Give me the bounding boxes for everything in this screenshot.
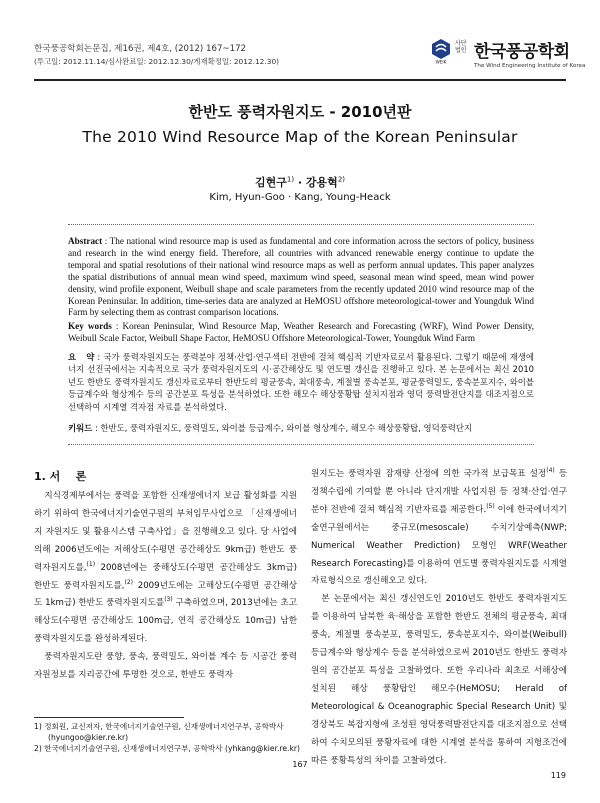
author-2-sup: 2) <box>337 175 345 184</box>
logo-name: 한국풍공학회 <box>474 42 570 62</box>
journal-info <box>34 43 279 68</box>
society-logo <box>430 36 586 69</box>
abstract <box>68 236 534 319</box>
right-paragraph-2: 본 논문에서는 최신 갱신연도인 2010년도 한반도 풍력자원지도를 이용하여 남북한 육·해상을 포함한 한반도 전체의 평균풍속, 최대풍속, 계절별 풍속분포, 풍력밀도, 풍속분포지수, 와이블(Weibull) 등급계수와 형상계수 등을 분석하였으로써 2010년도 한반도 풍력자원의 공간분포 특성을 고찰하였다. 또한 우리나라 최초로 서해상에 설치된 해상 풍황탑인 해모수(HeMOSU; Herald of Meteorological & Oceanographic Special Research Unit) 및 경상북도 복잡지형에 조성된 영덕풍력발전단지를 대조지점으로 선택하여 수치모의된 풍황자료에 대한 시계열 분석을 통하여 지형조건에 따른 풍황특성의 차이를 고찰하였다. <box>311 594 567 766</box>
body-right-column <box>311 466 567 770</box>
journal-dates: (투고일: 2012.11.14/심사완료일: 2012.12.30/게재확정일: 2012.12.30) <box>34 57 280 66</box>
authors-korean <box>0 174 600 190</box>
korean-keywords-label: 키워드 <box>68 423 93 433</box>
authors-english: Kim, Hyun-Goo · Kang, Young-Heack <box>209 192 391 203</box>
dotted-divider-bottom <box>68 444 534 445</box>
keywords-text: : Korean Peninsular, Wind Resource Map, Weather Research and Forecasting (WRF), Wind Power Density, Weibull Scale Factor, Weibull Shape Factor, HeMOSU Offshore Meteorological-Tower, Youngduk Wind Farm <box>68 321 534 343</box>
footnote-rule <box>34 717 184 718</box>
author-1-name: 김현구 <box>255 176 287 189</box>
page-number-center: 167 <box>292 760 308 769</box>
footnote-2: 2) 한국에너지기술연구원, 신재생에너지연구부, 공학박사 (yhkang@kier.re.kr) <box>34 744 300 753</box>
footnotes <box>34 721 304 754</box>
summary-label: 요 약 <box>68 352 95 362</box>
journal-citation: 한국풍공학회논문집, 제16권, 제4호, (2012) 167~172 <box>34 44 247 54</box>
footnote-1: 1) 정회원, 교신저자, 한국에너지기술연구원, 신재생에너지연구부, 공학박사(hyungoo@kier.re.kr) <box>34 722 284 742</box>
logo-english-name: The Wind Engineering Institute of Korea <box>474 63 586 69</box>
author-2-name: 강용혁 <box>305 176 338 189</box>
title-english: The 2010 Wind Resource Map of the Korean Peninsular <box>82 128 518 146</box>
author-separator: · <box>294 176 306 189</box>
left-paragraph-1: 지식경제부에서는 풍력을 포함한 신재생에너지 보급 활성화를 지원하기 위하여 한국에너지기술연구원의 부처임무사업으로 「신재생에너지 자원지도 및 활용시스템 구축사업」을 진행해오고 있다. 당 사업에 의해 2006년도에는 저해상도(수평면 공간해상도 9km급) 한반도 풍력자원지도를,$^{(1)}$ 2008년에는 중해상도(수평면 공간해상도 3km급) 한반도 풍력자원지도를,$^{(2)}$ 2009년도에는 고해상도(수평면 공간해상도 1km급) 한반도 풍력자원지도를$^{(3)}$ 구축하였으며, 2013년에는 초고해상도(수평면 공간해상도 100m급, 연직 공간해상도 10m급) 남한 풍력자원지도를 완성하게된다. <box>34 491 297 645</box>
logo-mark-text: WEIK <box>435 59 447 64</box>
korean-keywords-text: : 한반도, 풍력자원지도, 풍력밀도, 와이블 등급계수, 와이블 형상계수, 해모수 해상풍황탑, 영덕풍력단지 <box>92 423 473 433</box>
page-number-right: 119 <box>550 771 566 780</box>
abstract-label: Abstract <box>68 236 103 246</box>
weik-logo-icon <box>430 38 452 64</box>
logo-sub-label: 사단 법인 <box>455 40 467 54</box>
abstract-text: : The national wind resource map is used as fundamental and core information across the sectors of policy, business and research in the wind energy field. Therefore, all countries with advanced renewable energy continue to update the temporal and spatial resolutions of their national wind resource maps as well as perform annual updates. This paper analyzes the spatial distributions of annual mean wind speed, maximum wind speed, seasonal mean wind speed, mean wind power density, wind profile exponent, Weibull shape and scale parameters from the recently updated 2010 wind resource map of the Korean Peninsular. In addition, time-series data are analyzed at HeMOSU offshore meteorological-tower and Youngduk Wind Farm by selecting them as contrast comparison locations. <box>68 236 534 318</box>
header-rule <box>34 79 566 81</box>
left-paragraph-2: 풍력자원지도란 풍향, 풍속, 풍력밀도, 와이블 계수 등 시공간 풍력자원정보를 지리공간에 투명한 것으로, 한반도 풍력자 <box>34 652 297 681</box>
korean-keywords <box>68 422 534 434</box>
summary-text: : 국가 풍력자원지도는 풍력분야 정책·산업·연구섹터 전반에 걸쳐 핵심적 기반자료로서 활용된다. 그렇기 때문에 재생에너지 선진국에서는 지속적으로 국가 풍력자원지도의 시·공간해상도 및 연도별 갱신을 진행하고 있다. 본 논문에서는 최신 2010년도 한반도 풍력자원지도 갱신자료로부터 한반도의 평균풍속, 최대풍속, 계절별 풍속분포, 평균풍력밀도, 풍속분포지수, 와이블 등급계수와 형상계수 등의 공간분포 특성을 분석하였다. 또한 해모수 해상풍황탑 설치지점과 영덕 풍력발전단지를 대조지점으로 선택하여 시계열 격자점 자료를 분석하였다. <box>68 352 534 412</box>
keywords <box>68 321 534 345</box>
section-1-heading: 1. 서 론 <box>34 470 87 483</box>
author-1-sup: 1) <box>286 175 295 184</box>
title-korean: 한반도 풍력자원지도 - 2010년판 <box>188 103 412 121</box>
right-paragraph-1: 원지도는 풍력자원 잠재량 산정에 의한 국가적 보급목표 설정$^{(4)}$ 등 정책수립에 기여할 뿐 아니라 단지개발 사업지원 등 정책·산업·연구분야 전반에 걸쳐 핵심적 기반자료를 제공한다.$^{(5)}$ 이에 한국에너지기술연구원에서는 중규모(mesoscale) 수치기상예측(NWP; Numerical Weather Prediction) 모형인 WRF(Weather Research Forecasting)를 이용하여 연도별 풍력자원지도를 시계열 자료형식으로 갱신해오고 있다. <box>311 467 567 587</box>
korean-summary <box>68 351 534 413</box>
dotted-divider-top <box>68 224 534 225</box>
body-left-column <box>34 488 297 685</box>
keywords-label: Key words <box>68 321 112 331</box>
